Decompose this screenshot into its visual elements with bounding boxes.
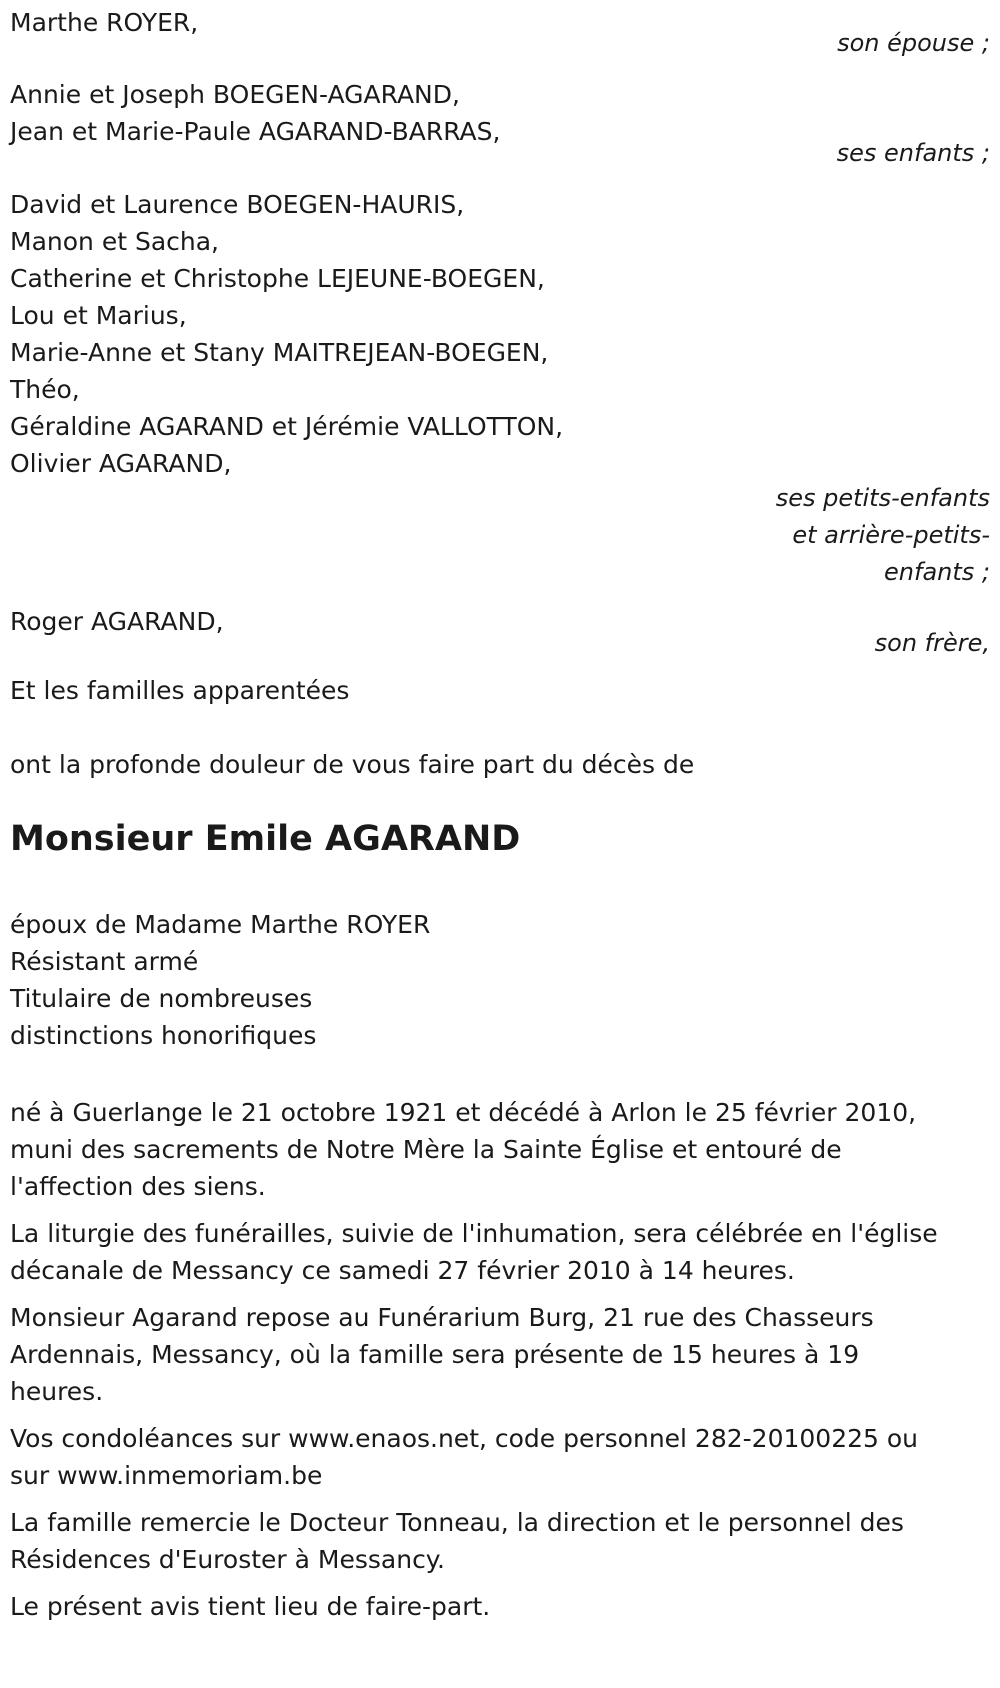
- family-name-line: Annie et Joseph BOEGEN-AGARAND,: [10, 80, 460, 109]
- family-group-grandchildren: [10, 186, 990, 591]
- title-line: Résistant armé: [10, 947, 199, 976]
- family-role: enfants ;: [884, 558, 990, 586]
- thanks-paragraph: La famille remercie le Docteur Tonneau, la direction et le personnel des Résidences d'Euroster à Messancy.: [10, 1508, 904, 1574]
- family-group-spouse: [10, 4, 990, 58]
- family-name-line: Catherine et Christophe LEJEUNE-BOEGEN,: [10, 264, 545, 293]
- funeral-paragraph: La liturgie des funérailles, suivie de l'inhumation, sera célébrée en l'église décanale de Messancy ce samedi 27 février 2010 à 14 heures.: [10, 1219, 938, 1285]
- title-line: Titulaire de nombreuses: [10, 984, 313, 1013]
- family-group-children: [10, 76, 990, 168]
- family-name-line: Théo,: [10, 375, 80, 404]
- family-group-brother: [10, 603, 990, 658]
- family-role: ses enfants ;: [836, 139, 990, 167]
- family-name-line: Géraldine AGARAND et Jérémie VALLOTTON,: [10, 412, 564, 441]
- closing-paragraph: Le présent avis tient lieu de faire-part.: [10, 1592, 491, 1621]
- funerarium-paragraph: Monsieur Agarand repose au Funérarium Burg, 21 rue des Chasseurs Ardennais, Messancy, où la famille sera présente de 15 heures à 19 heures.: [10, 1303, 874, 1406]
- family-role: son frère,: [874, 629, 990, 657]
- family-name-line: Lou et Marius,: [10, 301, 187, 330]
- family-name-line: David et Laurence BOEGEN-HAURIS,: [10, 190, 465, 219]
- family-role: son épouse ;: [837, 29, 990, 57]
- family-name-line: Jean et Marie-Paule AGARAND-BARRAS,: [10, 117, 501, 146]
- condolences-paragraph: Vos condoléances sur www.enaos.net, code personnel 282-20100225 ou sur www.inmemoriam.be: [10, 1424, 919, 1490]
- family-role: et arrière-petits-: [792, 521, 990, 549]
- birth-death-paragraph: né à Guerlange le 21 octobre 1921 et décédé à Arlon le 25 février 2010, muni des sacrements de Notre Mère la Sainte Église et entouré de l'affection des siens.: [10, 1098, 917, 1201]
- family-name-line: Roger AGARAND,: [10, 607, 224, 636]
- family-name-line: Marie-Anne et Stany MAITREJEAN-BOEGEN,: [10, 338, 549, 367]
- obituary-notice: [10, 4, 990, 1635]
- family-name-line: Marthe ROYER,: [10, 8, 199, 37]
- title-line: distinctions honorifiques: [10, 1021, 317, 1050]
- title-line: époux de Madame Marthe ROYER: [10, 910, 431, 939]
- deceased-titles: [10, 906, 990, 1054]
- deceased-name: Monsieur Emile AGARAND: [10, 819, 521, 859]
- notice-body: [10, 1094, 940, 1625]
- related-families: Et les familles apparentées: [10, 676, 350, 705]
- announcement-text: ont la profonde douleur de vous faire part du décès de: [10, 750, 695, 779]
- family-name-line: Manon et Sacha,: [10, 227, 219, 256]
- family-name-line: Olivier AGARAND,: [10, 449, 232, 478]
- family-role: ses petits-enfants: [775, 484, 990, 512]
